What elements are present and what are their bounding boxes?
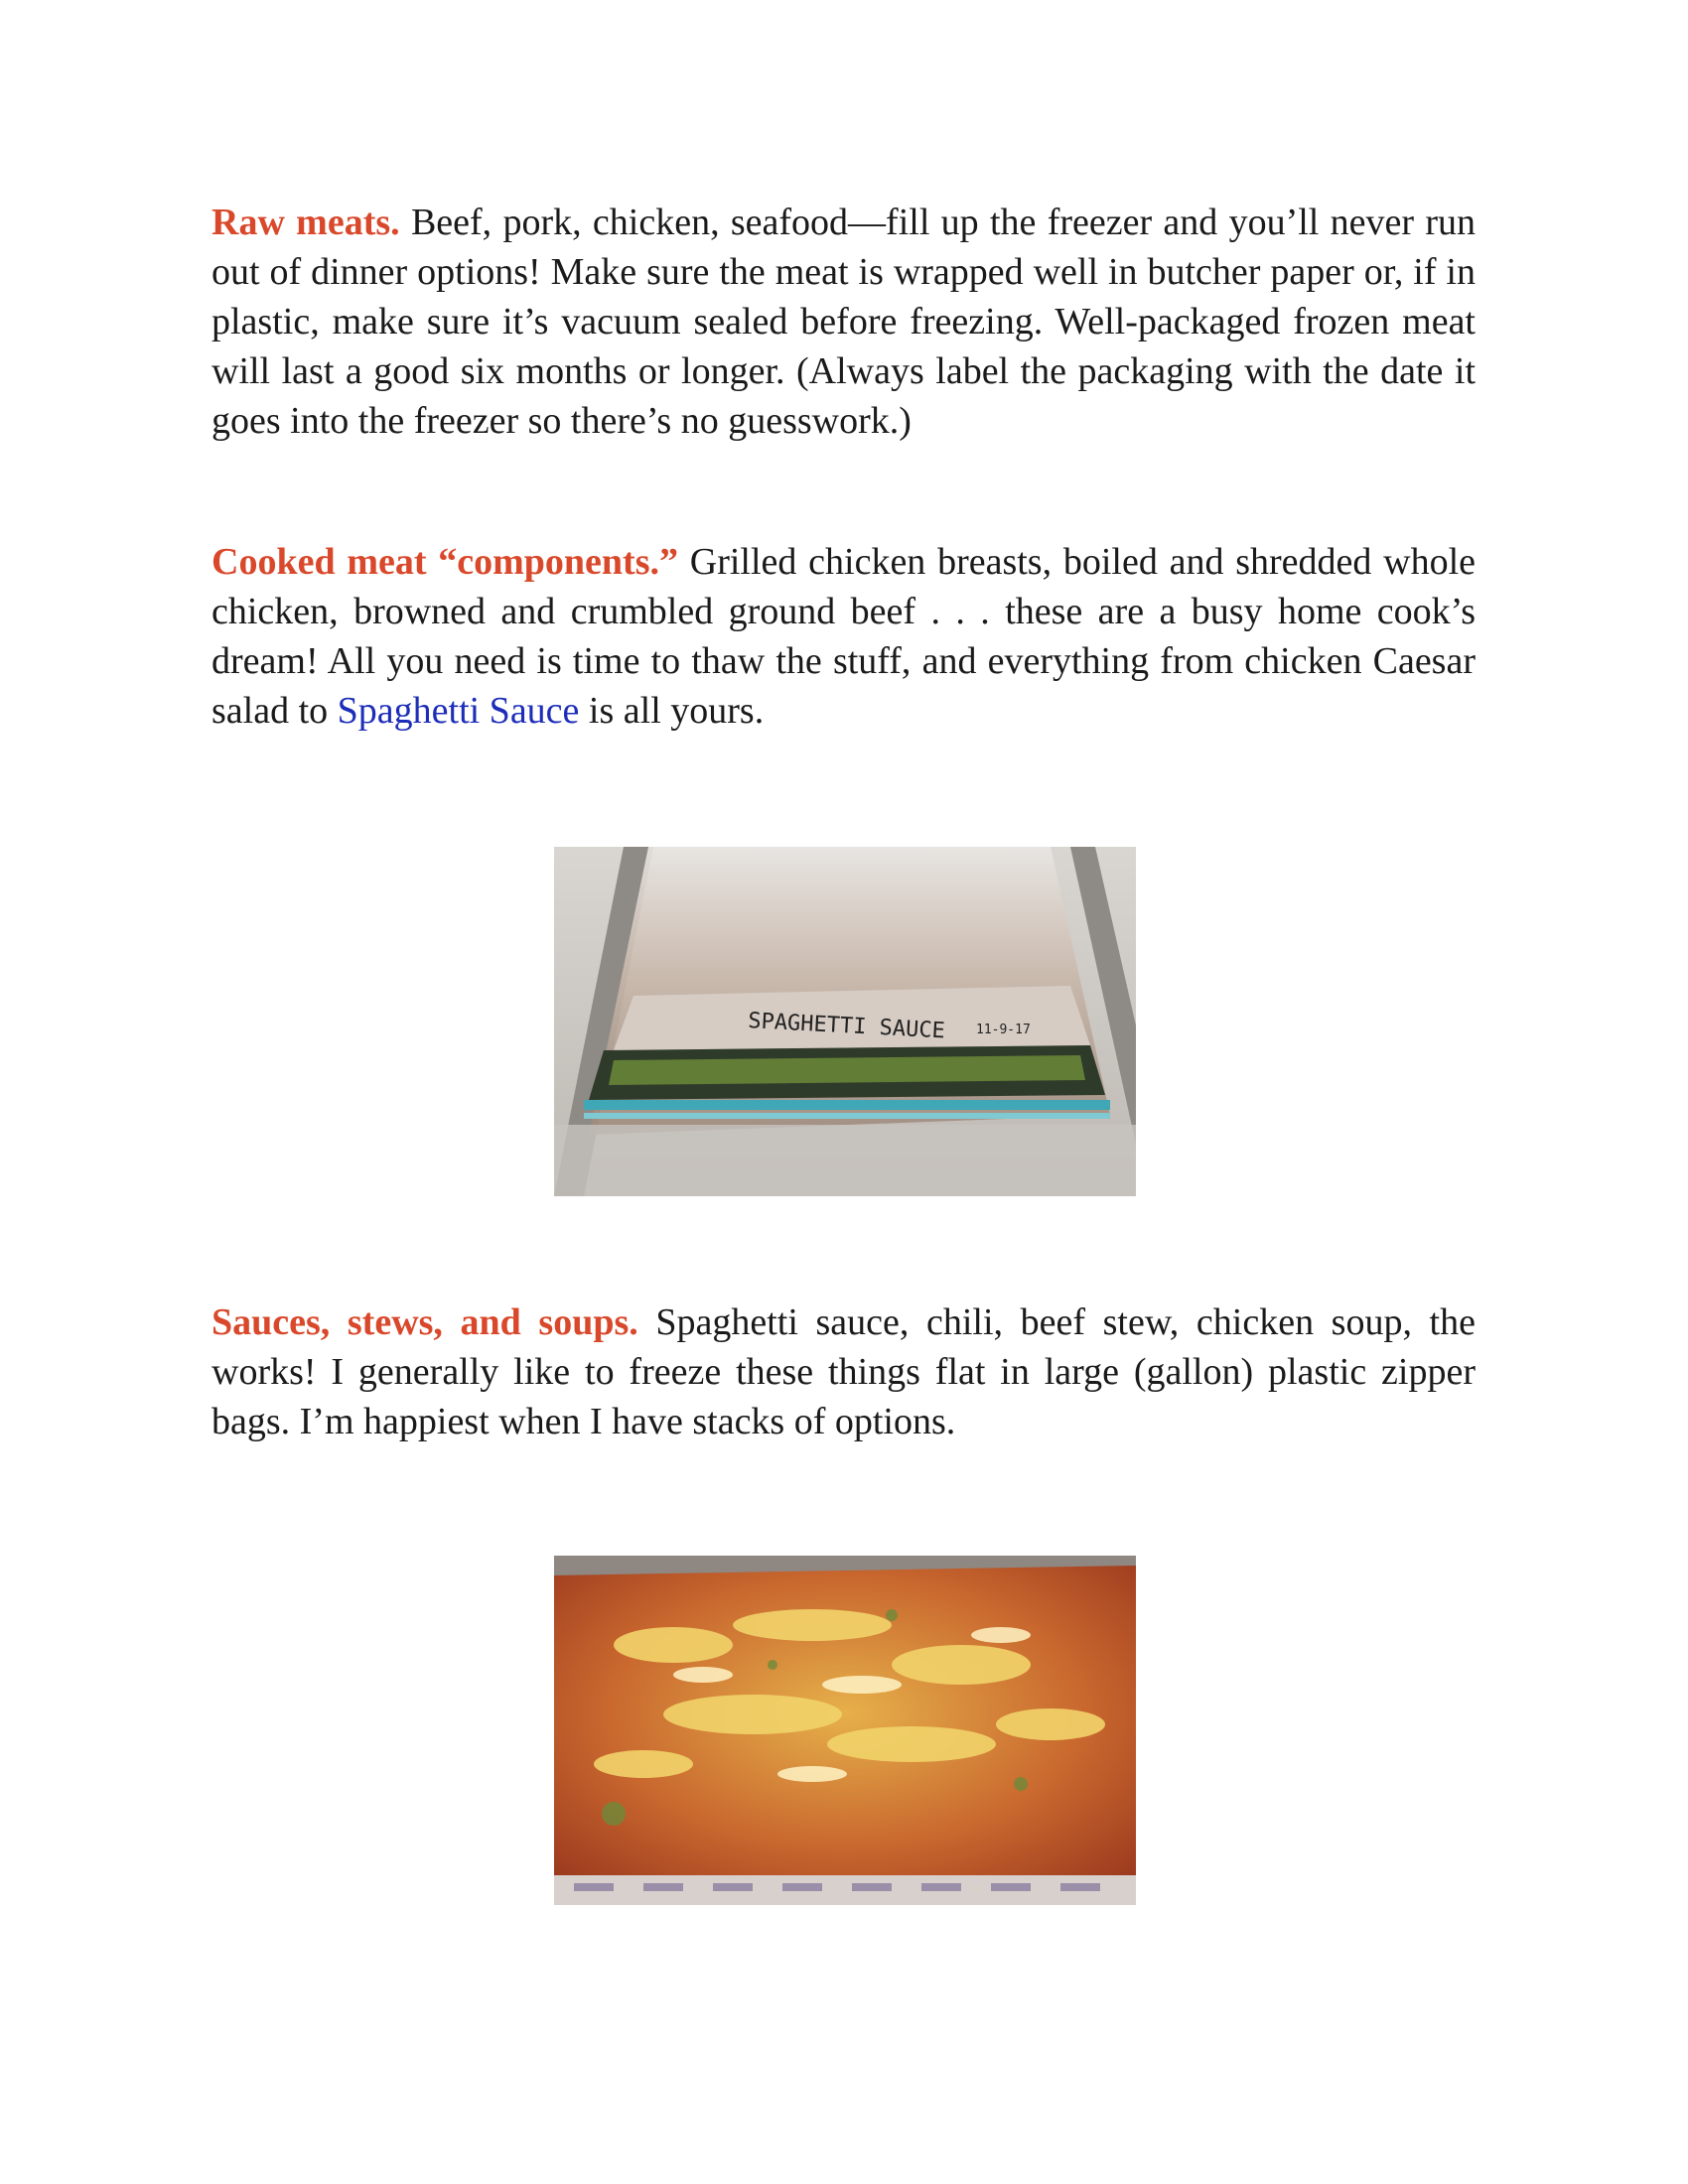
paragraph-heading: Cooked meat “components.” [211, 541, 678, 583]
bag-date-text: 11-9-17 [976, 1023, 1031, 1037]
paragraph-sauces-stews-soups [211, 1297, 1476, 1446]
paragraph-body: Grilled chicken breasts, boiled and shredded whole chicken, browned and crumbled ground beef . . . these are a busy home cook’s dream! All you need is time to thaw the stuff, and everything from chicken Caesar salad to [211, 541, 1476, 732]
paragraph-body: Beef, pork, chicken, seafood—fill up the freezer and you’ll never run out of dinner options! Make sure the meat is wrapped well in butcher paper or, if in plastic, make sure it’s vacuum sealed before freezing. Well-packaged frozen meat will last a good six months or longer. (Always label the packaging with the date it goes into the freezer so there’s no guesswork.) [211, 202, 1476, 442]
paragraph-body: Spaghetti sauce, chili, beef stew, chicken soup, the works! I generally like to freeze these things flat in large (gallon) plastic zipper bags. I’m happiest when I have stacks of options. [211, 1301, 1476, 1442]
bag-label-text: SPAGHETTI SAUCE [747, 1009, 946, 1044]
spaghetti-sauce-bag-photo [554, 847, 1136, 1196]
paragraph-body-end: is all yours. [579, 690, 765, 732]
spaghetti-sauce-link[interactable]: Spaghetti Sauce [337, 690, 580, 732]
cheesy-casserole-photo [554, 1556, 1136, 1905]
paragraph-raw-meats [211, 198, 1476, 446]
paragraph-cooked-meat [211, 537, 1476, 736]
paragraph-heading: Raw meats. [211, 202, 400, 243]
paragraph-heading: Sauces, stews, and soups. [211, 1301, 638, 1343]
